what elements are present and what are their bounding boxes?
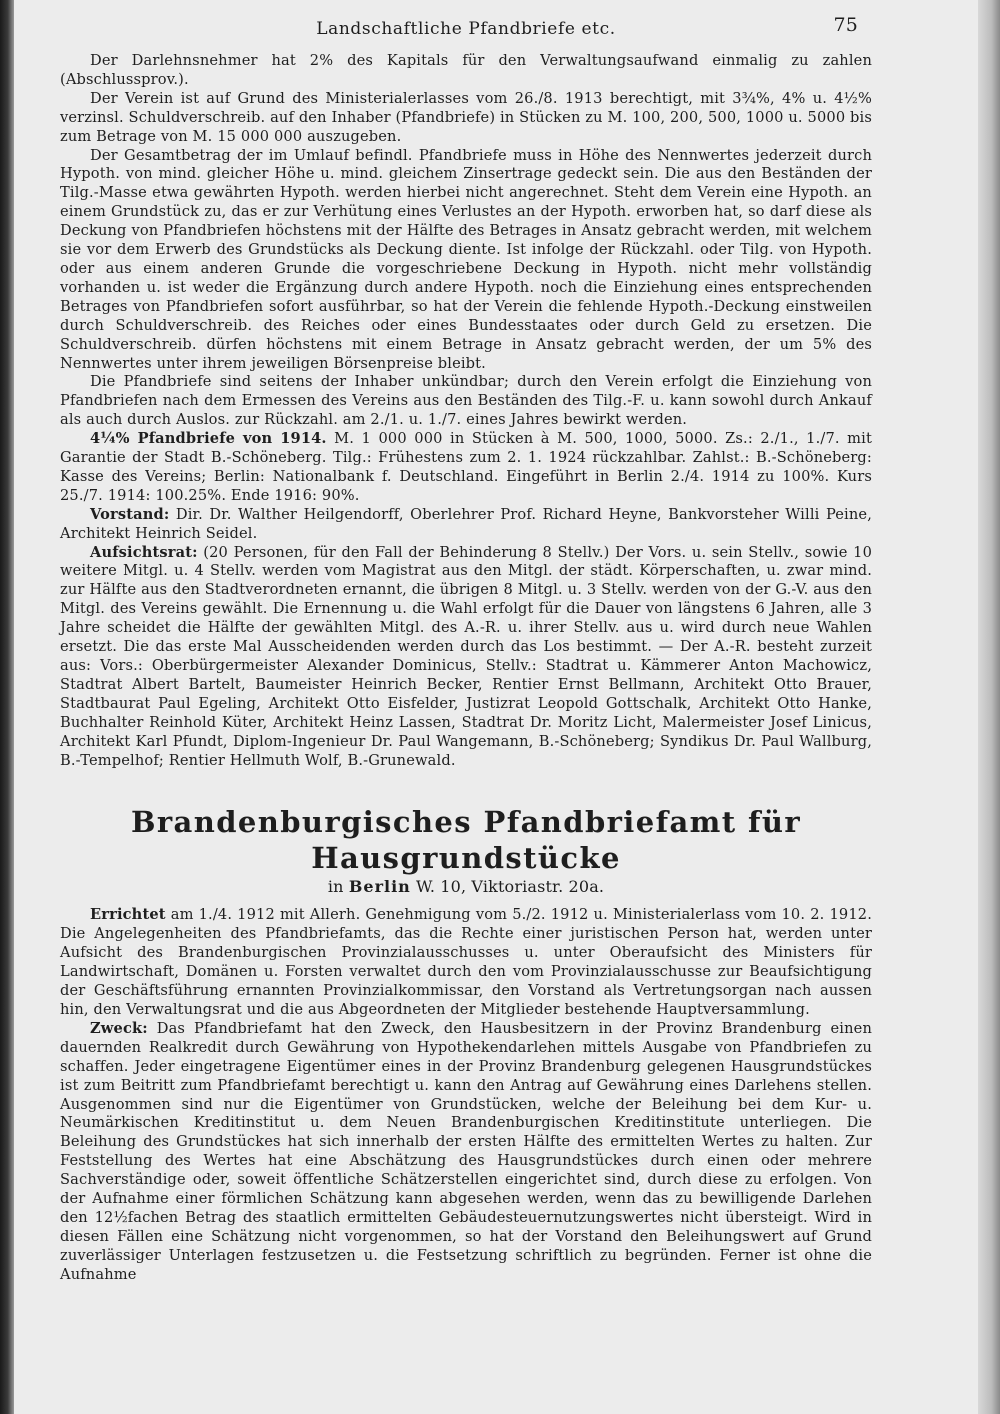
errichtet-text: am 1./4. 1912 mit Allerh. Genehmigung vom 5./2. 1912 u. Ministerialerlass vom 10. 2. 1912. Die Angelegenheiten des Pfandbriefamts, das die Rechte einer juristischen Person hat, werden unter Aufsicht des Brandenburgischen Provinzialausschusses u. unter Oberaufsicht des Ministers für Landwirtschaft, Domänen u. Forsten verwaltet durch den vom Provinzialausschusse zur Beaufsichtigung der Geschäftsführung ernannten Provinzialkommissar, den Vorstand als Vertretungsorgan nach aussen hin, den Verwaltungsrat und die aus Abgeordneten der Mitglieder bestehende Hauptversammlung.	[60, 906, 872, 1018]
paragraph-abschlussprov: Der Darlehnsnehmer hat 2% des Kapitals für den Verwaltungsaufwand einmalig zu zahlen (Abschlussprov.).	[60, 52, 872, 88]
location-address: W. 10, Viktoriastr. 20a.	[416, 877, 605, 897]
page-edge	[978, 0, 1000, 1414]
vorstand-text: Dir. Dr. Walther Heilgendorff, Oberlehrer Prof. Richard Heyne, Bankvorsteher Willi Peine, Architekt Heinrich Seidel.	[60, 505, 873, 542]
location-city: Berlin	[348, 877, 411, 897]
page-number: 75	[833, 14, 858, 36]
paragraph-errichtet	[60, 906, 872, 1019]
paragraph-unkuendbar: Die Pfandbriefe sind seitens der Inhaber unkündbar; durch den Verein erfolgt die Einziehung von Pfandbriefen nach dem Ermessen des Vereins aus den Beständen des Tilg.-F. u. kann sowohl durch Ankauf als auch durch Auslos. zur Rückzahl. am 2./1. u. 1./7. eines Jahres bewirkt werden.	[60, 373, 872, 429]
running-title: Landschaftliche Pfandbriefe etc.	[316, 19, 616, 39]
page-content	[60, 12, 872, 1285]
book-gutter	[0, 0, 14, 1414]
bond-text: M. 1 000 000 in Stücken à M. 500, 1000, 5000. Zs.: 2./1., 1./7. mit Garantie der Stadt B.-Schöneberg. Tilg.: Frühestens zum 2. 1. 1924 rückzahlbar. Zahlst.: B.-Schöneberg: Kasse des Vereins; Berlin: Nationalbank f. Deutschland. Eingeführt in Berlin 2./4. 1914 zu 100%. Kurs 25./7. 1914: 100.25%. Ende 1916: 90%.	[60, 430, 872, 504]
paragraph-vorstand	[60, 506, 872, 544]
paragraph-aufsichtsrat	[60, 544, 872, 771]
zweck-label: Zweck:	[90, 1019, 148, 1037]
paragraph-gesamtbetrag: Der Gesamtbetrag der im Umlauf befindl. Pfandbriefe muss in Höhe des Nennwertes jederzeit durch Hypoth. von mind. gleicher Höhe u. mind. gleichem Zinsertrage gedeckt sein. Die aus den Beständen der Tilg.-Masse etwa gewährten Hypoth. werden hierbei nicht angerechnet. Steht dem Verein eine Hypoth. an einem Grundstück zu, das er zur Verhütung eines Verlustes an der Hypoth. erworben hat, so darf diese als Deckung von Pfandbriefen höchstens mit der Hälfte des Betrages in Ansatz gebracht werden, mit welchem sie vor dem Erwerb des Grundstücks als Deckung diente. Ist infolge der Rückzahl. oder Tilg. von Hypoth. oder aus einem anderen Grunde die vorgeschriebene Deckung in Hypoth. nicht mehr vollständig vorhanden u. ist weder die Ergänzung durch andere Hypoth. noch die Einziehung eines entsprechenden Betrages von Pfandbriefen sofort ausführbar, so hat der Verein die fehlende Hypoth.-Deckung einstweilen durch Schuldverschreib. des Reiches oder eines Bundesstaates oder durch Geld zu ersetzen. Die Schuldverschreib. dürfen höchstens mit einem Betrage in Ansatz gebracht werden, der um 5% des Nennwertes unter ihrem jeweiligen Börsenpreise bleibt.	[60, 146, 872, 372]
paragraph-ministerialerlass: Der Verein ist auf Grund des Ministerialerlasses vom 26./8. 1913 berechtigt, mit 3¾%, 4% u. 4½% verzinsl. Schuldverschreib. auf den Inhaber (Pfandbriefe) in Stücken zu M. 100, 200, 500, 1000 u. 5000 bis zum Betrage von M. 15 000 000 auszugeben.	[60, 89, 872, 145]
section-title: Brandenburgisches Pfandbriefamt für Hausgrundstücke	[130, 805, 802, 876]
section-location	[60, 876, 872, 898]
aufsichtsrat-label: Aufsichtsrat:	[90, 543, 198, 561]
bond-label: 4¼% Pfandbriefe von 1914.	[90, 430, 327, 448]
paragraph-pfandbriefe-1914	[60, 430, 872, 506]
location-prefix: in	[327, 877, 344, 897]
errichtet-label: Errichtet	[90, 906, 166, 924]
paragraph-zweck	[60, 1020, 872, 1285]
aufsichtsrat-text: (20 Personen, für den Fall der Behinderung 8 Stellv.) Der Vors. u. sein Stellv., sowie 10 weitere Mitgl. u. 4 Stellv. werden vom Magistrat aus den Mitgl. der städt. Körperschaften, u. zwar mind. zur Hälfte aus den Stadtverordneten ernannt, die übrigen 8 Mitgl. u. 3 Stellv. werden von der G.-V. aus den Mitgl. des Vereins gewählt. Die Ernennung u. die Wahl erfolgt für die Dauer von längstens 6 Jahren, alle 3 Jahre scheidet die Hälfte der gewählten Mitgl. des A.-R. u. ihrer Stellv. aus u. wird durch neue Wahlen ersetzt. Die das erste Mal Ausscheidenden werden durch das Los bestimmt. — Der A.-R. besteht zurzeit aus: Vors.: Oberbürgermeister Alexander Dominicus, Stellv.: Stadtrat u. Kämmerer Anton Machowicz, Stadtrat Albert Bartelt, Baumeister Heinrich Becker, Rentier Ernst Bellmann, Architekt Otto Brauer, Stadtbaurat Paul Egeling, Architekt Otto Eisfelder, Justizrat Leopold Gottschalk, Architekt Otto Hanke, Buchhalter Reinhold Küter, Architekt Heinz Lassen, Stadtrat Dr. Moritz Licht, Malermeister Josef Linicus, Architekt Karl Pfundt, Diplom-Ingenieur Dr. Paul Wangemann, B.-Schöneberg; Syndikus Dr. Paul Wallburg, B.-Tempelhof; Rentier Hellmuth Wolf, B.-Grunewald.	[60, 543, 872, 769]
page-header	[60, 12, 872, 52]
vorstand-label: Vorstand:	[90, 505, 170, 523]
zweck-text: Das Pfandbriefamt hat den Zweck, den Hausbesitzern in der Provinz Brandenburg einen dauernden Realkredit durch Gewährung von Hypothekendarlehen mittels Ausgabe von Pfandbriefen zu schaffen. Jeder eingetragene Eigentümer eines in der Provinz Brandenburg gelegenen Hausgrundstückes ist zum Beitritt zum Pfandbriefamt berechtigt u. kann den Antrag auf Gewährung eines Darlehens stellen. Ausgenommen sind nur die Eigentümer von Grundstücken, welche der Beleihung bei dem Kur- u. Neumärkischen Kreditinstitut u. dem Neuen Brandenburgischen Kreditinstitute unterliegen. Die Beleihung des Grundstückes hat sich innerhalb der ersten Hälfte des ermittelten Wertes zu halten. Zur Feststellung des Wertes hat eine Abschätzung des Hausgrundstückes durch einen oder mehrere Sachverständige oder, soweit öffentliche Schätzerstellen eingerichtet sind, durch diese zu erfolgen. Von der Aufnahme einer förmlichen Schätzung kann abgesehen werden, wenn das zu bewilligende Darlehen den 12½fachen Betrag des staatlich ermittelten Gebäudesteuernutzungswertes nicht übersteigt. Wird in diesen Fällen eine Schätzung nicht vorgenommen, so hat der Vorstand den Beleihungswert auf Grund zuverlässiger Unterlagen festzusetzen u. die Festsetzung schriftlich zu begründen. Ferner ist ohne die Aufnahme	[60, 1019, 872, 1283]
